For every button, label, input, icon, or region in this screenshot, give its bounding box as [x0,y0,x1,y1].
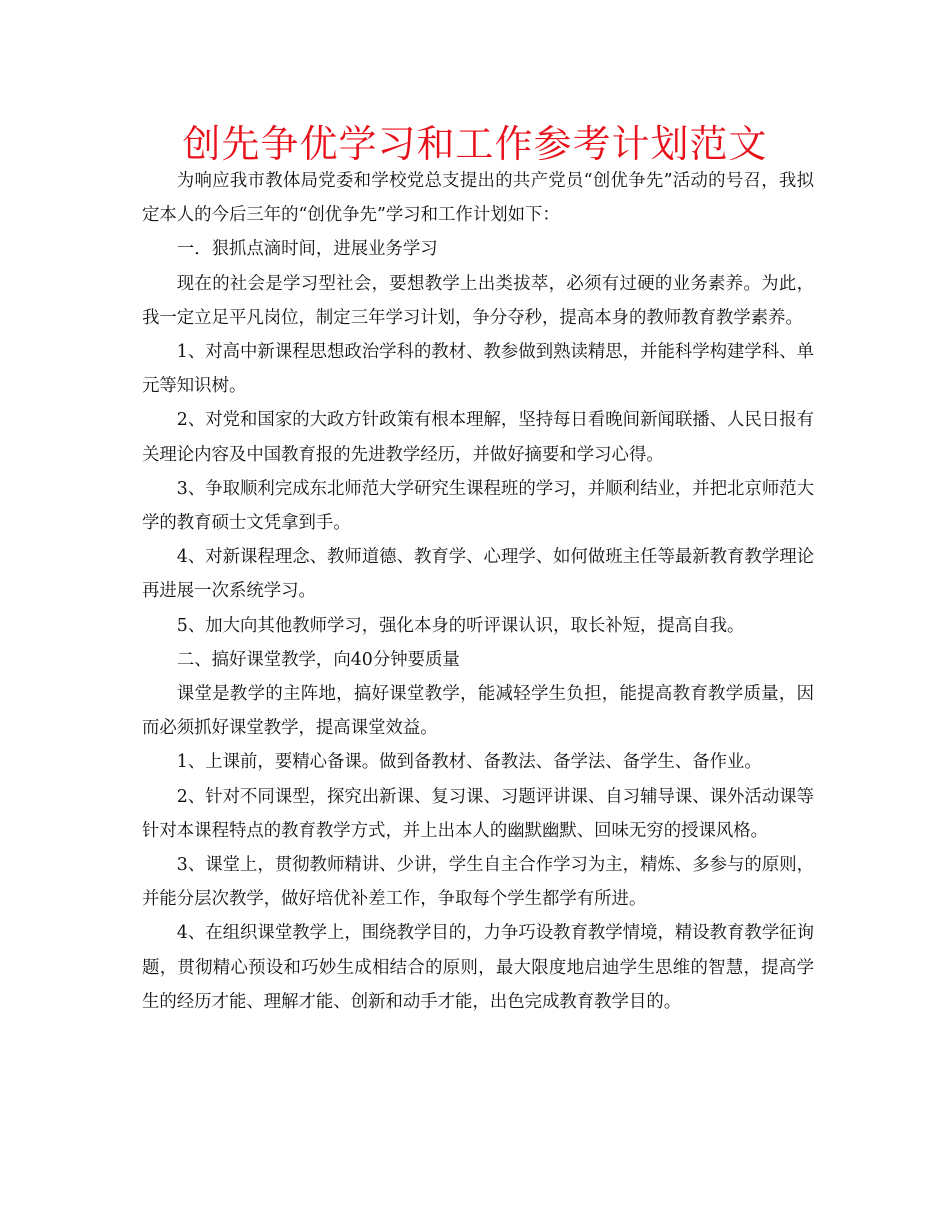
document-body [142,164,814,1019]
list-item: 2、针对不同课型，探究出新课、复习课、习题评讲课、自习辅导课、课外活动课等针对本课程特点的教育教学方式，并上出本人的幽默幽默、回味无穷的授课风格。 [142,786,814,841]
section-heading-1: 一．狠抓点滴时间，进展业务学习 [176,239,438,260]
list-item: 3、课堂上，贯彻教师精讲、少讲，学生自主合作学习为主，精炼、多参与的原则，并能分层次教学，做好培优补差工作，争取每个学生都学有所进。 [142,855,814,910]
list-item: 3、争取顺利完成东北师范大学研究生课程班的学习，并顺利结业，并把北京师范大学的教育硕士文凭拿到手。 [142,478,814,534]
list-item: 4、对新课程理念、教师道德、教育学、心理学、如何做班主任等最新教育教学理论再进展一次系统学习。 [142,547,814,602]
document-title: 创先争优学习和工作参考计划范文 [182,122,768,166]
list-item: 5、加大向其他教师学习，强化本身的听评课认识，取长补短，提高自我。 [176,615,745,636]
list-item: 2、对党和国家的大政方针政策有根本理解，坚持每日看晚间新闻联播、人民日报有关理论内容及中国教育报的先进教学经历，并做好摘要和学习心得。 [142,410,814,465]
body-paragraph: 现在的社会是学习型社会，要想教学上出类拔萃，必须有过硬的业务素养。为此，我一定立足平凡岗位，制定三年学习计划，争分夺秒，提高本身的教师教育教学素养。 [142,273,814,328]
section-heading-2: 二、搞好课堂教学，向40分钟要质量 [176,649,460,670]
body-paragraph: 课堂是教学的主阵地，搞好课堂教学，能减轻学生负担，能提高教育教学质量，因而必须抓好课堂教学，提高课堂效益。 [142,684,814,739]
list-item: 1、对高中新课程思想政治学科的教材、教参做到熟读精思，并能科学构建学科、单元等知识树。 [142,342,814,397]
list-item: 1、上课前，要精心备课。做到备教材、备教法、备学法、备学生、备作业。 [176,752,762,773]
intro-paragraph: 为响应我市教体局党委和学校党总支提出的共产党员“创优争先”活动的号召，我拟定本人的今后三年的“创优争先”学习和工作计划如下： [142,171,814,226]
list-item: 4、在组织课堂教学上，围绕教学目的，力争巧设教育教学情境，精设教育教学征询题，贯彻精心预设和巧妙生成相结合的原则，最大限度地启迪学生思维的智慧，提高学生的经历才能、理解才能、创新和动手才能，出色完成教育教学目的。 [142,923,814,1012]
